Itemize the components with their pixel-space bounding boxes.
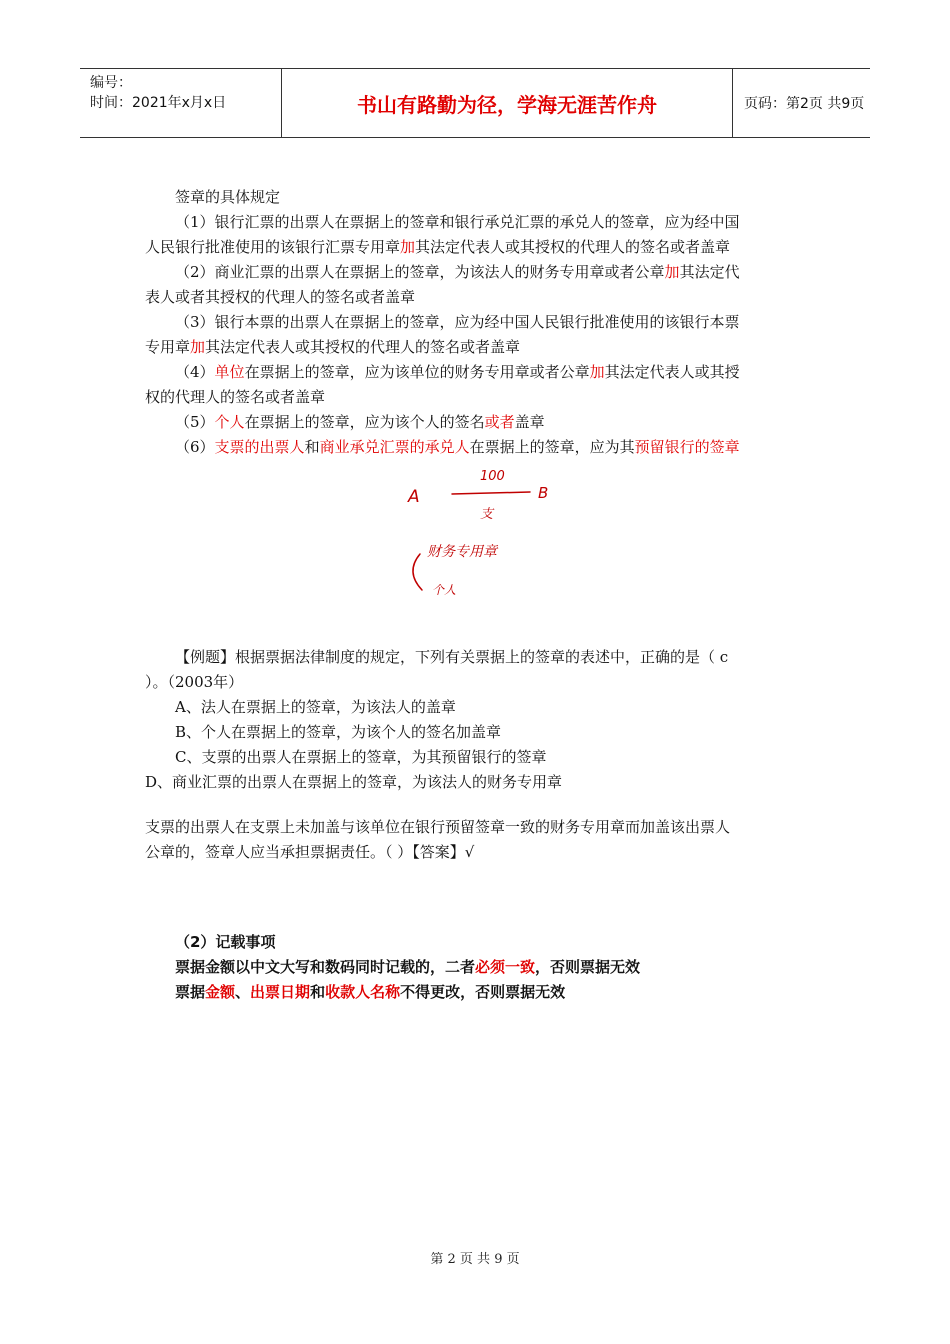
example-option-b: B、个人在票据上的签章，为该个人的签名加盖章 [175,723,502,741]
rule-item-2-cont: 表人或者其授权的代理人的签名或者盖章 [145,288,416,306]
judgement-line-2: 公章的，签章人应当承担票据责任。（ ）【答案】√ [145,843,475,861]
section2-line-2: 票据金额、出票日期和收款人名称不得更改，否则票据无效 [175,983,566,1001]
rule-item-4-cont: 权的代理人的签名或者盖章 [145,388,326,406]
example-option-d: D、商业汇票的出票人在票据上的签章，为该法人的财务专用章 [145,773,563,791]
rule-item-1-cont: 人民银行批准使用的该银行汇票专用章加其法定代表人或其授权的代理人的签名或者盖章 [145,238,731,256]
example-stem-cont: ）。（2003年） [145,673,244,691]
example-stem: 【例题】根据票据法律制度的规定，下列有关票据上的签章的表述中，正确的是（ c [175,648,729,666]
sketch-fraction-line [452,492,530,494]
section2 [145,930,810,1005]
header-motto: 书山有路勤为径，学海无涯苦作舟 [282,69,733,137]
time-label: 时间：2021年x月x日 [90,95,227,111]
sketch-label-stamp: 财务专用章 [427,544,497,560]
header-info [80,69,282,137]
sketch-label-b: B [538,484,549,502]
sketch-label-person: 个人 [432,583,457,597]
number-label: 编号： [90,75,132,91]
sketch-label-top: 100 [480,469,505,484]
header-page-label: 页码：第2页 共9页 [744,96,865,112]
section-title: 签章的具体规定 [175,188,281,206]
rule-item-4: （4）单位在票据上的签章，应为该单位的财务专用章或者公章加其法定代表人或其授 [175,363,740,381]
rule-item-3-cont: 专用章加其法定代表人或其授权的代理人的签名或者盖章 [145,338,521,356]
sketch-label-a: A [408,487,420,507]
rule-item-2: （2）商业汇票的出票人在票据上的签章，为该法人的财务专用章或者公章加其法定代 [175,263,740,281]
section2-line-1: 票据金额以中文大写和数码同时记载的，二者必须一致，否则票据无效 [175,958,641,976]
page-footer: 第 2 页 共 9 页 [430,1252,520,1267]
rule-item-1: （1）银行汇票的出票人在票据上的签章和银行承兑汇票的承兑人的签章，应为经中国 [175,213,740,231]
handwritten-sketch [400,462,570,612]
example-option-a: A、法人在票据上的签章，为该法人的盖章 [175,698,456,716]
rule-item-6: （6）支票的出票人和商业承兑汇票的承兑人在票据上的签章，应为其预留银行的签章 [175,438,740,456]
example-option-c: C、支票的出票人在票据上的签章，为其预留银行的签章 [175,748,547,766]
rule-item-3: （3）银行本票的出票人在票据上的签章，应为经中国人民银行批准使用的该银行本票 [175,313,740,331]
sketch-label-bottom: 支 [480,507,494,522]
sketch-bracket [413,554,422,590]
judgement-line-1: 支票的出票人在支票上未加盖与该单位在银行预留签章一致的财务专用章而加盖该出票人 [145,818,731,836]
section2-title: （2）记载事项 [175,933,276,951]
rule-item-5: （5）个人在票据上的签章，应为该个人的签名或者盖章 [175,413,545,431]
page-header [80,68,870,138]
